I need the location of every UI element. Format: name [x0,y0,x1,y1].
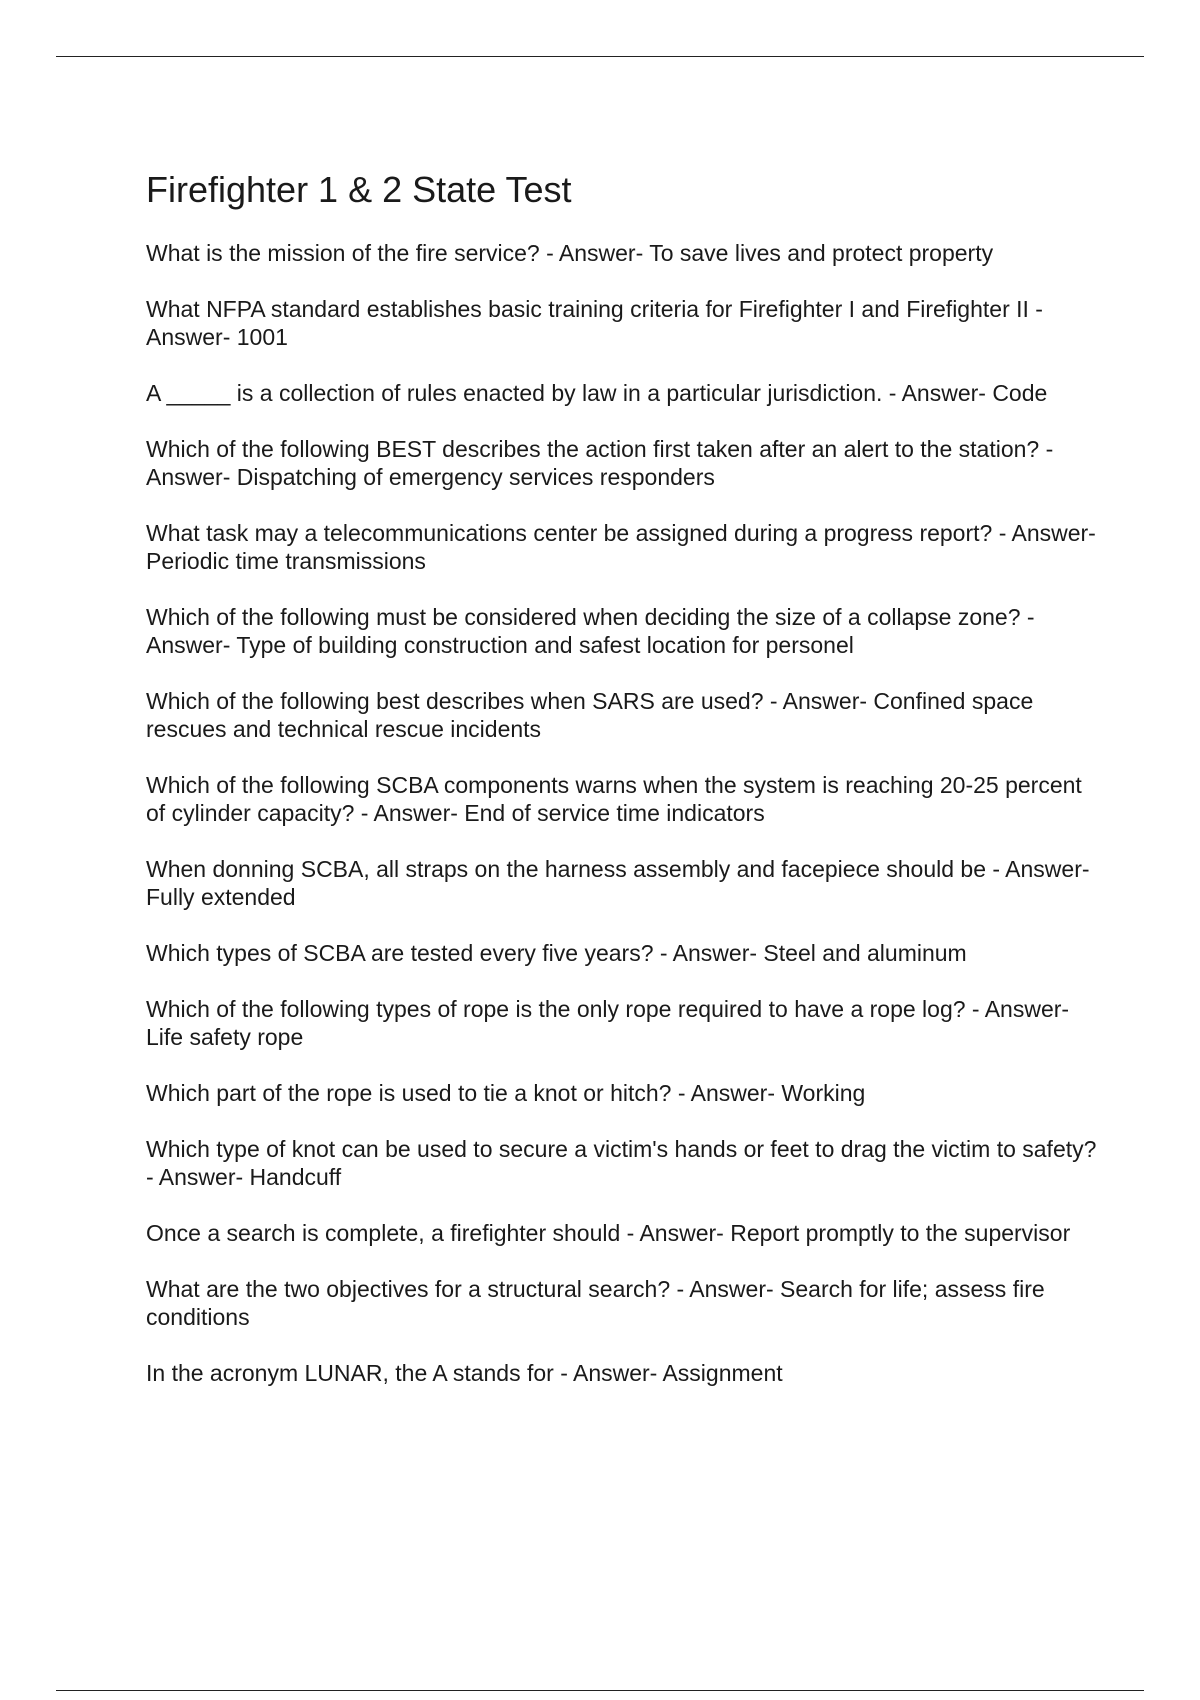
question-item: A _____ is a collection of rules enacted by law in a particular jurisdiction. - Answer- Code [146,380,1048,407]
question-item: What are the two objectives for a structural search? - Answer- Search for life; assess fire conditions [146,1276,1045,1331]
question-item: Which of the following SCBA components warns when the system is reaching 20-25 percent of cylinder capacity? - Answer- End of service time indicators [146,772,1082,827]
question-item: Which of the following best describes when SARS are used? - Answer- Confined space rescues and technical rescue incidents [146,688,1034,743]
question-item: Which of the following must be considered when deciding the size of a collapse zone? - Answer- Type of building construction and safest location for personel [146,604,1035,659]
question-list [146,239,1106,1387]
footer-rule [56,1690,1144,1691]
header-rule [56,56,1144,57]
page-title: Firefighter 1 & 2 State Test [146,169,572,210]
question-item: Which types of SCBA are tested every five years? - Answer- Steel and aluminum [146,940,967,967]
question-item: What task may a telecommunications center be assigned during a progress report? - Answer- Periodic time transmissions [146,520,1096,575]
question-item: Which type of knot can be used to secure a victim's hands or feet to drag the victim to safety? - Answer- Handcuff [146,1136,1097,1191]
question-item: What is the mission of the fire service? - Answer- To save lives and protect property [146,240,994,267]
question-item: Which of the following types of rope is the only rope required to have a rope log? - Answer- Life safety rope [146,996,1070,1051]
question-item: Once a search is complete, a firefighter should - Answer- Report promptly to the supervisor [146,1220,1071,1247]
question-item: In the acronym LUNAR, the A stands for - Answer- Assignment [146,1360,783,1387]
question-item: Which part of the rope is used to tie a knot or hitch? - Answer- Working [146,1080,866,1107]
document-body [146,168,1106,1415]
question-item: When donning SCBA, all straps on the harness assembly and facepiece should be - Answer- Fully extended [146,856,1090,911]
question-item: Which of the following BEST describes the action first taken after an alert to the station? - Answer- Dispatching of emergency services responders [146,436,1054,491]
question-item: What NFPA standard establishes basic training criteria for Firefighter I and Firefighter II - Answer- 1001 [146,296,1043,351]
